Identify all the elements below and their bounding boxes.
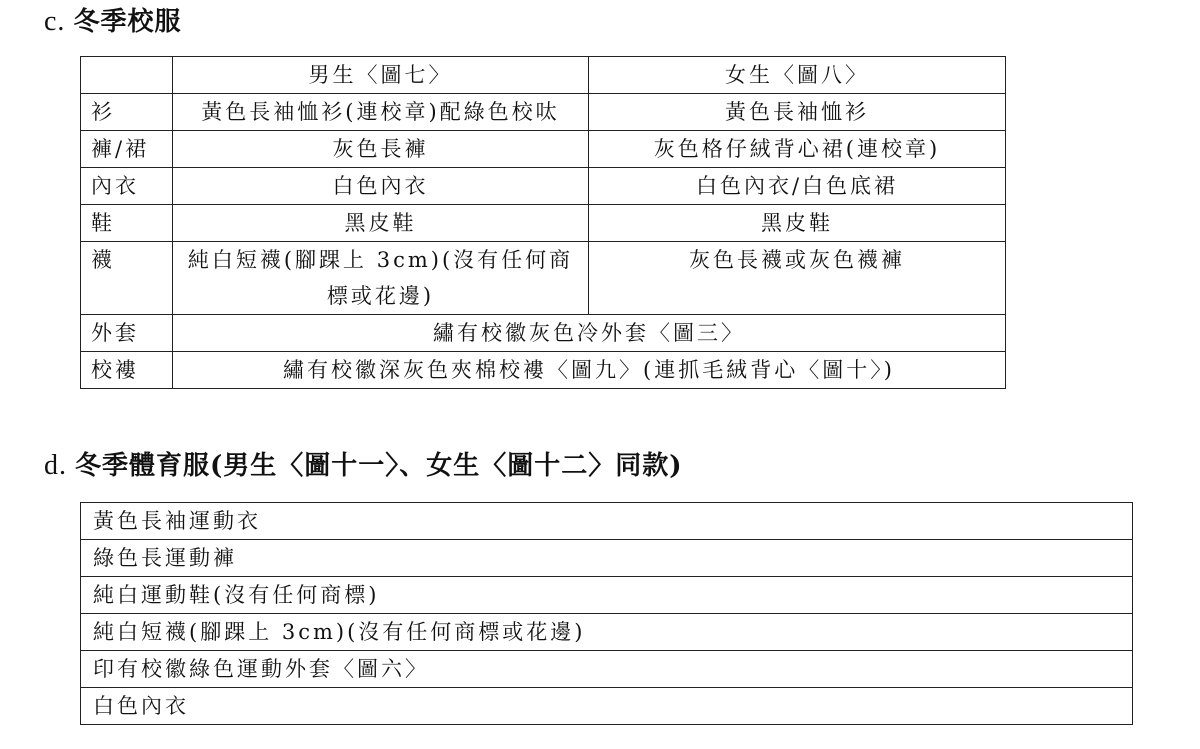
winter-uniform-table — [80, 56, 1006, 389]
table-row — [81, 503, 1133, 540]
boys-cell: 黑皮鞋 — [173, 205, 589, 242]
row-item-label: 鞋 — [81, 205, 173, 242]
girls-cell: 黃色長袖恤衫 — [589, 94, 1006, 131]
table-row — [81, 688, 1133, 725]
table-row — [81, 242, 1006, 315]
pe-item-cell: 綠色長運動褲 — [81, 540, 1133, 577]
table-row — [81, 94, 1006, 131]
section-d-title: 冬季體育服(男生〈圖十一〉、女生〈圖十二〉同款) — [75, 451, 683, 481]
boys-cell: 白色內衣 — [173, 168, 589, 205]
row-item-label: 襪 — [81, 242, 173, 315]
table-row — [81, 577, 1133, 614]
row-item-label: 校褸 — [81, 352, 173, 389]
section-c-prefix: c. — [44, 6, 66, 37]
section-d-heading — [44, 452, 683, 480]
table-row — [81, 540, 1133, 577]
section-c-heading — [44, 8, 181, 36]
table-row — [81, 168, 1006, 205]
pe-item-cell: 純白短襪(腳踝上 3cm)(沒有任何商標或花邊) — [81, 614, 1133, 651]
girls-cell: 灰色格仔絨背心裙(連校章) — [589, 131, 1006, 168]
table-row — [81, 651, 1133, 688]
table-row — [81, 315, 1006, 352]
girls-cell: 黑皮鞋 — [589, 205, 1006, 242]
section-d-prefix: d. — [44, 450, 67, 481]
header-item-cell — [81, 57, 173, 94]
shared-cell: 繡有校徽灰色冷外套〈圖三〉 — [173, 315, 1006, 352]
table-row — [81, 614, 1133, 651]
table-row — [81, 205, 1006, 242]
pe-item-cell: 印有校徽綠色運動外套〈圖六〉 — [81, 651, 1133, 688]
table-row — [81, 352, 1006, 389]
boys-cell: 黃色長袖恤衫(連校章)配綠色校呔 — [173, 94, 589, 131]
row-item-label: 褲/裙 — [81, 131, 173, 168]
table-header-row — [81, 57, 1006, 94]
row-item-label: 外套 — [81, 315, 173, 352]
boys-cell: 純白短襪(腳踝上 3cm)(沒有任何商標或花邊) — [173, 242, 589, 315]
girls-cell: 白色內衣/白色底裙 — [589, 168, 1006, 205]
row-item-label: 衫 — [81, 94, 173, 131]
girls-cell: 灰色長襪或灰色襪褲 — [589, 242, 1006, 315]
row-item-label: 內衣 — [81, 168, 173, 205]
pe-item-cell: 白色內衣 — [81, 688, 1133, 725]
section-c-title: 冬季校服 — [73, 7, 182, 37]
table-row — [81, 131, 1006, 168]
boys-cell: 灰色長褲 — [173, 131, 589, 168]
winter-pe-uniform-table — [80, 502, 1133, 725]
header-girls-cell: 女生〈圖八〉 — [589, 57, 1006, 94]
pe-item-cell: 純白運動鞋(沒有任何商標) — [81, 577, 1133, 614]
pe-item-cell: 黃色長袖運動衣 — [81, 503, 1133, 540]
header-boys-cell: 男生〈圖七〉 — [173, 57, 589, 94]
shared-cell: 繡有校徽深灰色夾棉校褸〈圖九〉(連抓毛絨背心〈圖十〉) — [173, 352, 1006, 389]
